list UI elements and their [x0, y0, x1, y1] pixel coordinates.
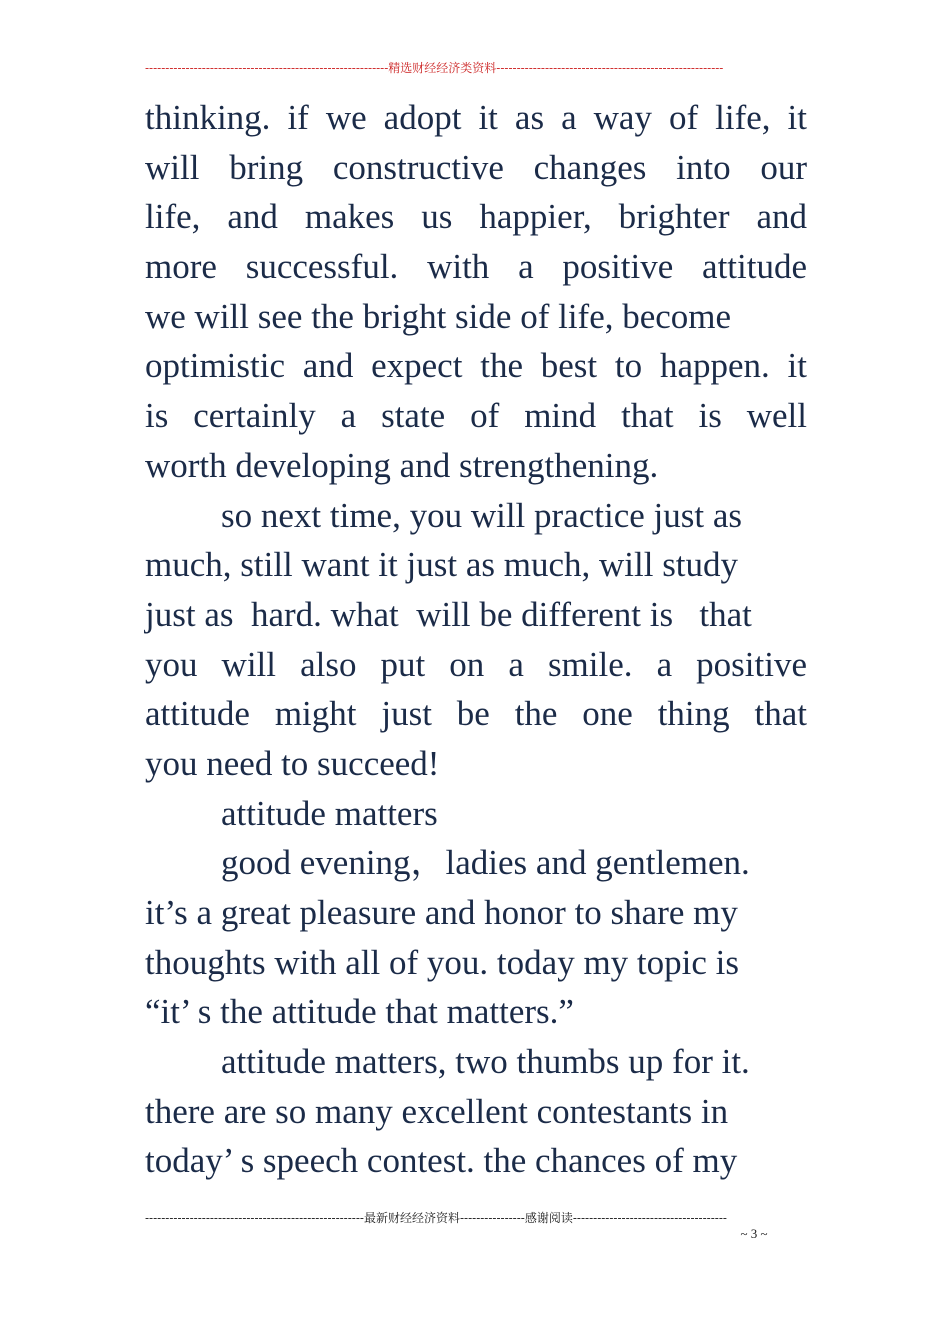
text-line: attitude might just be the one thing that — [145, 694, 807, 734]
text-line: much, still want it just as much, will study — [145, 545, 739, 585]
text-line: you will also put on a smile. a positive — [145, 644, 807, 684]
header-label: 精选财经经济类资料 — [388, 61, 497, 75]
text-line: it’s a great pleasure and honor to share my — [145, 893, 738, 932]
text-line: is certainly a state of mind that is well — [145, 396, 807, 436]
text-line: you need to succeed! — [145, 743, 440, 783]
text-line: just as hard. what will be different is that — [145, 594, 752, 634]
text-line: optimistic and expect the best to happen. it — [145, 346, 807, 386]
text-line: so next time, you will practice just as — [221, 495, 743, 535]
text-line: there are so many excellent contestants in — [145, 1091, 729, 1131]
footer-label-latest: 最新财经经济资料 — [363, 1211, 460, 1225]
page-number: ~ 3 ~ — [740, 1226, 768, 1241]
text-line: more successful. with a positive attitude — [145, 247, 807, 287]
text-line: worth developing and strengthening. — [145, 445, 659, 485]
text-line: will bring constructive changes into our — [145, 147, 807, 187]
text-line: today’ s speech contest. the chances of my — [145, 1141, 738, 1181]
header-right-rule: -------------------------------------------------------- — [496, 61, 724, 75]
footer-label-thanks: 感谢阅读 — [524, 1211, 573, 1225]
text-line: we will see the bright side of life, become — [145, 296, 732, 336]
section-title: attitude matters — [221, 793, 438, 833]
text-line: “it’ s the attitude that matters.” — [145, 992, 574, 1032]
footer-mid-rule: ---------------- — [459, 1211, 525, 1225]
page-header — [145, 60, 757, 76]
footer-left-rule: ------------------------------------------------------ — [145, 1211, 364, 1225]
text-line: thoughts with all of you. today my topic is — [145, 942, 739, 982]
text-line: good evening，ladies and gentlemen. — [221, 843, 750, 883]
footer-right-rule: -------------------------------------- — [572, 1211, 727, 1225]
header-left-rule: ------------------------------------------------------------ — [145, 61, 389, 75]
text-line: attitude matters, two thumbs up for it. — [221, 1042, 750, 1082]
page-footer — [145, 1210, 785, 1226]
text-line: life, and makes us happier, brighter and — [145, 197, 807, 237]
document-body — [145, 93, 807, 1186]
text-line: thinking. if we adopt it as a way of life, it — [145, 98, 807, 137]
